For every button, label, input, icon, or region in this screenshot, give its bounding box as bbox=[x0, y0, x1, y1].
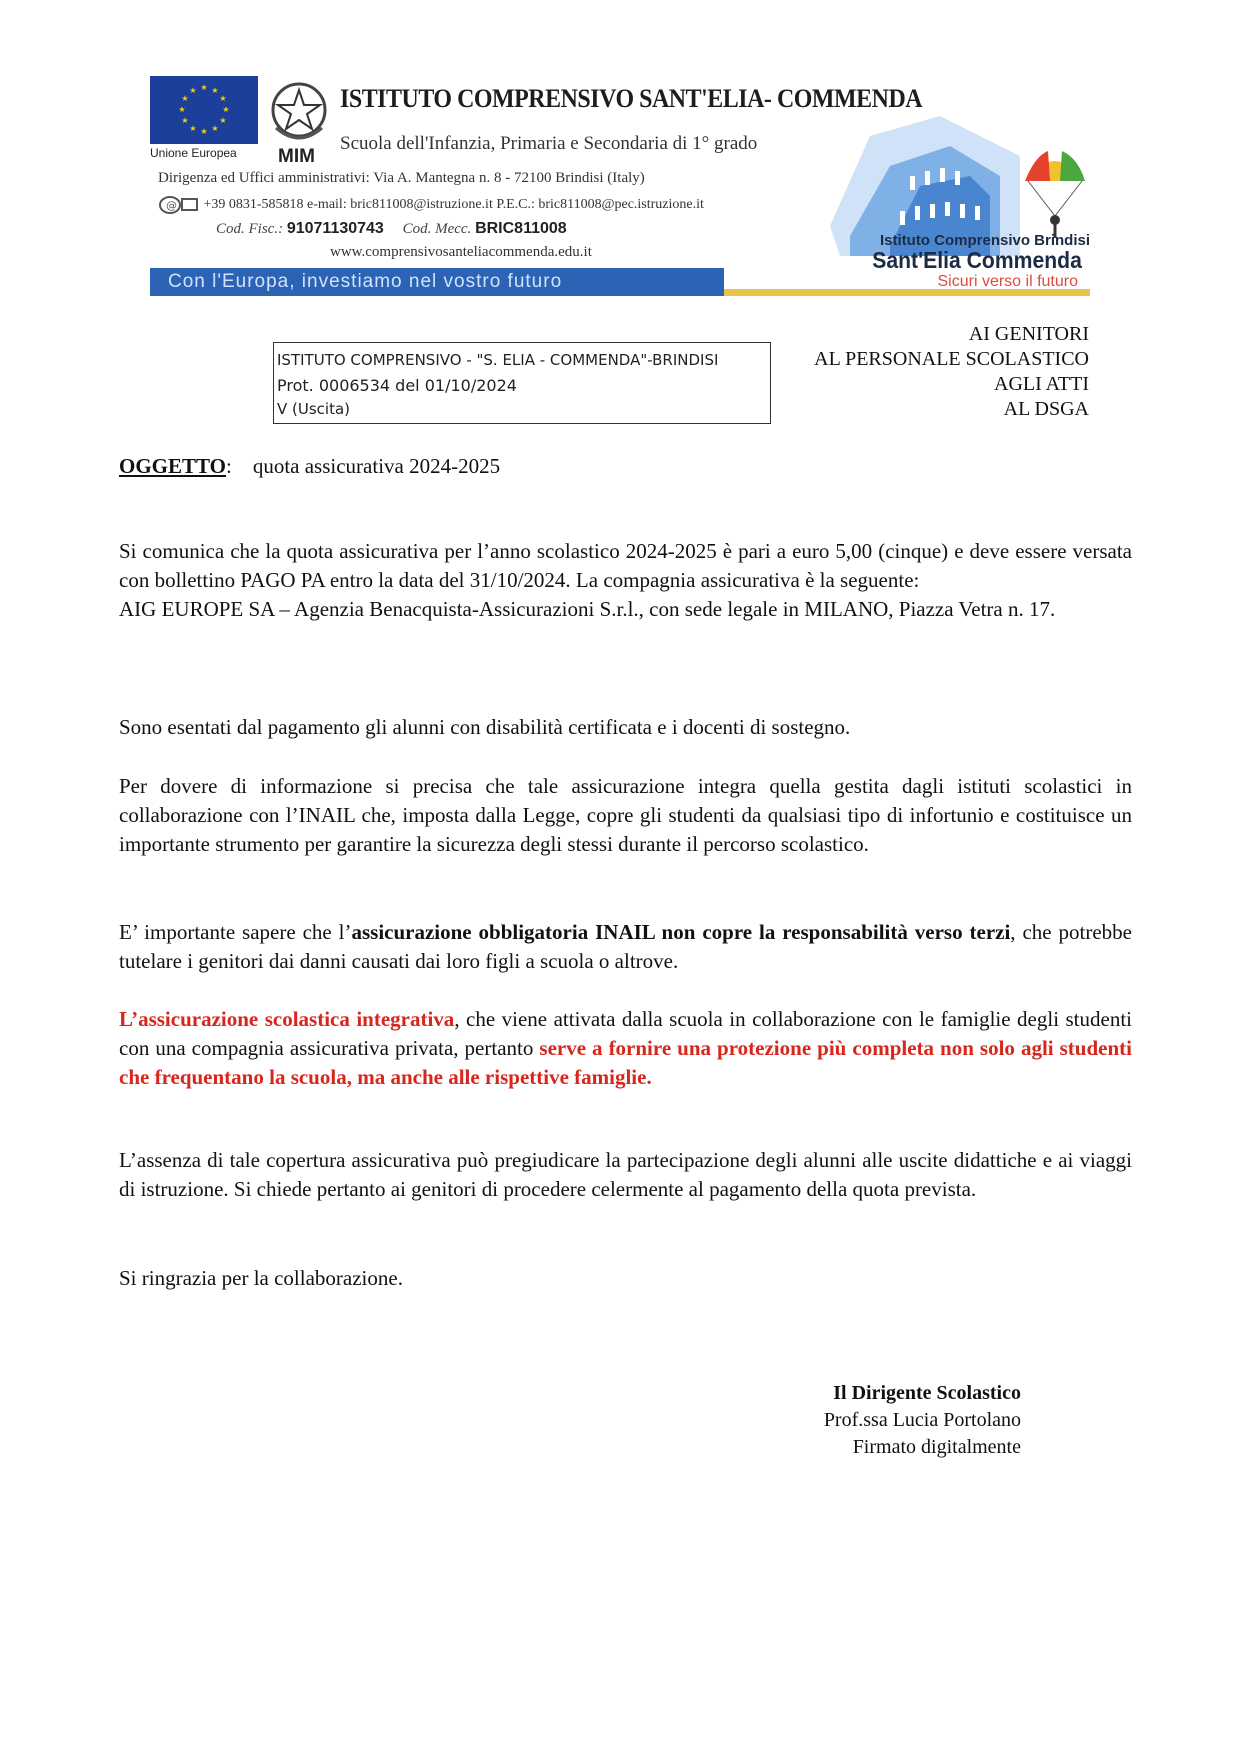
protocol-number: Prot. 0006534 del 01/10/2024 bbox=[277, 376, 517, 395]
school-name-line1: Istituto Comprensivo Brindisi bbox=[879, 232, 1090, 249]
parachute-icon bbox=[1020, 146, 1090, 246]
svg-text:★: ★ bbox=[200, 83, 208, 92]
contact-text: +39 0831-585818 e-mail: bric811008@istruzione.it P.E.C.: bric811008@pec.istruzione.it bbox=[203, 197, 704, 213]
recipient: AL PERSONALE SCOLASTICO bbox=[814, 348, 1089, 370]
phone-email-icon bbox=[158, 194, 200, 216]
ministry-label: MIM bbox=[278, 146, 315, 167]
codmecc-value: BRIC811008 bbox=[475, 220, 567, 237]
svg-text:★: ★ bbox=[200, 127, 208, 136]
paragraph-quota-text: Si comunica che la quota assicurativa per l’anno scolastico 2024-2025 è pari a euro 5,00 (cinque) e deve essere versata con bollettino PAGO PA entro la data del 31/10/2024. La compagnia assicurativa è la seguente: bbox=[119, 539, 1132, 592]
svg-text:★: ★ bbox=[219, 94, 227, 103]
school-name-line2: Sant'Elia Commenda bbox=[872, 247, 1082, 273]
protocol-stamp bbox=[273, 342, 771, 424]
eu-banner: Con l'Europa, investiamo nel vostro futuro bbox=[150, 268, 724, 296]
institute-codes bbox=[216, 220, 567, 238]
paragraph-thanks: Si ringrazia per la collaborazione. bbox=[119, 1266, 403, 1290]
institute-title: ISTITUTO COMPRENSIVO SANT'ELIA- COMMENDA bbox=[340, 84, 923, 113]
eu-flag-icon bbox=[150, 76, 258, 144]
svg-text:★: ★ bbox=[189, 86, 197, 95]
recipient: AL DSGA bbox=[1003, 398, 1089, 420]
protocol-direction: V (Uscita) bbox=[277, 400, 351, 418]
letterhead bbox=[150, 76, 1090, 298]
paragraph-quota bbox=[119, 537, 1132, 624]
integrativa-highlight: L’assicurazione scolastica integrativa bbox=[119, 1007, 455, 1031]
signature-role: Il Dirigente Scolastico bbox=[833, 1382, 1021, 1404]
subject-label: OGGETTO bbox=[119, 454, 226, 478]
signature-note: Firmato digitalmente bbox=[852, 1436, 1021, 1458]
recipient: AGLI ATTI bbox=[994, 373, 1089, 395]
integrativa-text: , che viene attivata dalla scuola in collaborazione con le famiglie degli studenti con una compagnia assicurativa privata, pertanto bbox=[119, 1007, 1133, 1060]
svg-text:★: ★ bbox=[181, 94, 189, 103]
signature-block bbox=[824, 1380, 1021, 1461]
school-tagline: Sicuri verso il futuro bbox=[937, 273, 1078, 290]
svg-text:★: ★ bbox=[189, 124, 197, 133]
inail-text-c: , che potrebbe tutelare i genitori dai danni causati dai loro figli a scuola o altrove. bbox=[119, 920, 1132, 973]
recipients-block bbox=[814, 322, 1089, 422]
codmecc-label: Cod. Mecc. bbox=[402, 221, 472, 237]
svg-text:★: ★ bbox=[222, 105, 230, 114]
paragraph-company-text: AIG EUROPE SA – Agenzia Benacquista-Assicurazioni S.r.l., con sede legale in MILANO, Piazza Vetra n. 17. bbox=[119, 597, 1056, 621]
inail-text-bold: assicurazione obbligatoria INAIL non copre la responsabilità verso terzi bbox=[351, 920, 1011, 944]
svg-text:★: ★ bbox=[211, 124, 219, 133]
codfisc-value: 91071130743 bbox=[286, 220, 384, 237]
protocol-institute: ISTITUTO COMPRENSIVO - "S. ELIA - COMMENDA"-BRINDISI bbox=[277, 351, 719, 369]
paragraph-information: Per dovere di informazione si precisa che tale assicurazione integra quella gestita dagli istituti scolastici in collaborazione con l’INAIL che, imposta dalla Legge, copre gli studenti da qualsiasi tipo di infortunio e costituisce un importante strumento per garantire la sicurezza degli stessi durante il percorso scolastico. bbox=[119, 774, 1132, 856]
subject-text: quota assicurativa 2024-2025 bbox=[252, 454, 501, 478]
paragraph-exemptions: Sono esentati dal pagamento gli alunni con disabilità certificata e i docenti di sostegno. bbox=[119, 715, 851, 739]
institute-contacts bbox=[158, 194, 704, 216]
paragraph-inail bbox=[119, 918, 1132, 976]
svg-text:@: @ bbox=[166, 199, 177, 212]
subject-line: OGGETTO: quota assicurativa 2024-2025 bbox=[119, 454, 501, 478]
institute-subtitle: Scuola dell'Infanzia, Primaria e Secondaria di 1° grado bbox=[340, 133, 758, 154]
signature-name: Prof.ssa Lucia Portolano bbox=[823, 1409, 1021, 1431]
svg-text:★: ★ bbox=[181, 116, 189, 125]
paragraph-absence: L’assenza di tale copertura assicurativa può pregiudicare la partecipazione degli alunni alle uscite didattiche e ai viaggi di istruzione. Si chiede pertanto ai genitori di procedere celermente al pagamento della quota prevista. bbox=[119, 1148, 1132, 1201]
svg-text:★: ★ bbox=[178, 105, 186, 114]
svg-text:★: ★ bbox=[219, 116, 227, 125]
recipient: AI GENITORI bbox=[968, 323, 1089, 345]
paragraph-integrativa bbox=[119, 1005, 1132, 1092]
italian-emblem-icon bbox=[268, 78, 330, 146]
codfisc-label: Cod. Fisc.: bbox=[216, 221, 284, 237]
svg-text:★: ★ bbox=[211, 86, 219, 95]
eu-label: Unione Europea bbox=[150, 146, 237, 160]
institute-address: Dirigenza ed Uffici amministrativi: Via A. Mantegna n. 8 - 72100 Brindisi (Italy) bbox=[158, 170, 645, 186]
integrativa-conclusion: serve a fornire una protezione più completa non solo agli studenti che frequentano la scuola, ma anche alle rispettive famiglie. bbox=[119, 1036, 1132, 1089]
institute-website: www.comprensivosanteliacommenda.edu.it bbox=[330, 244, 592, 260]
inail-text-a: E’ importante sapere che l’ bbox=[119, 920, 352, 944]
